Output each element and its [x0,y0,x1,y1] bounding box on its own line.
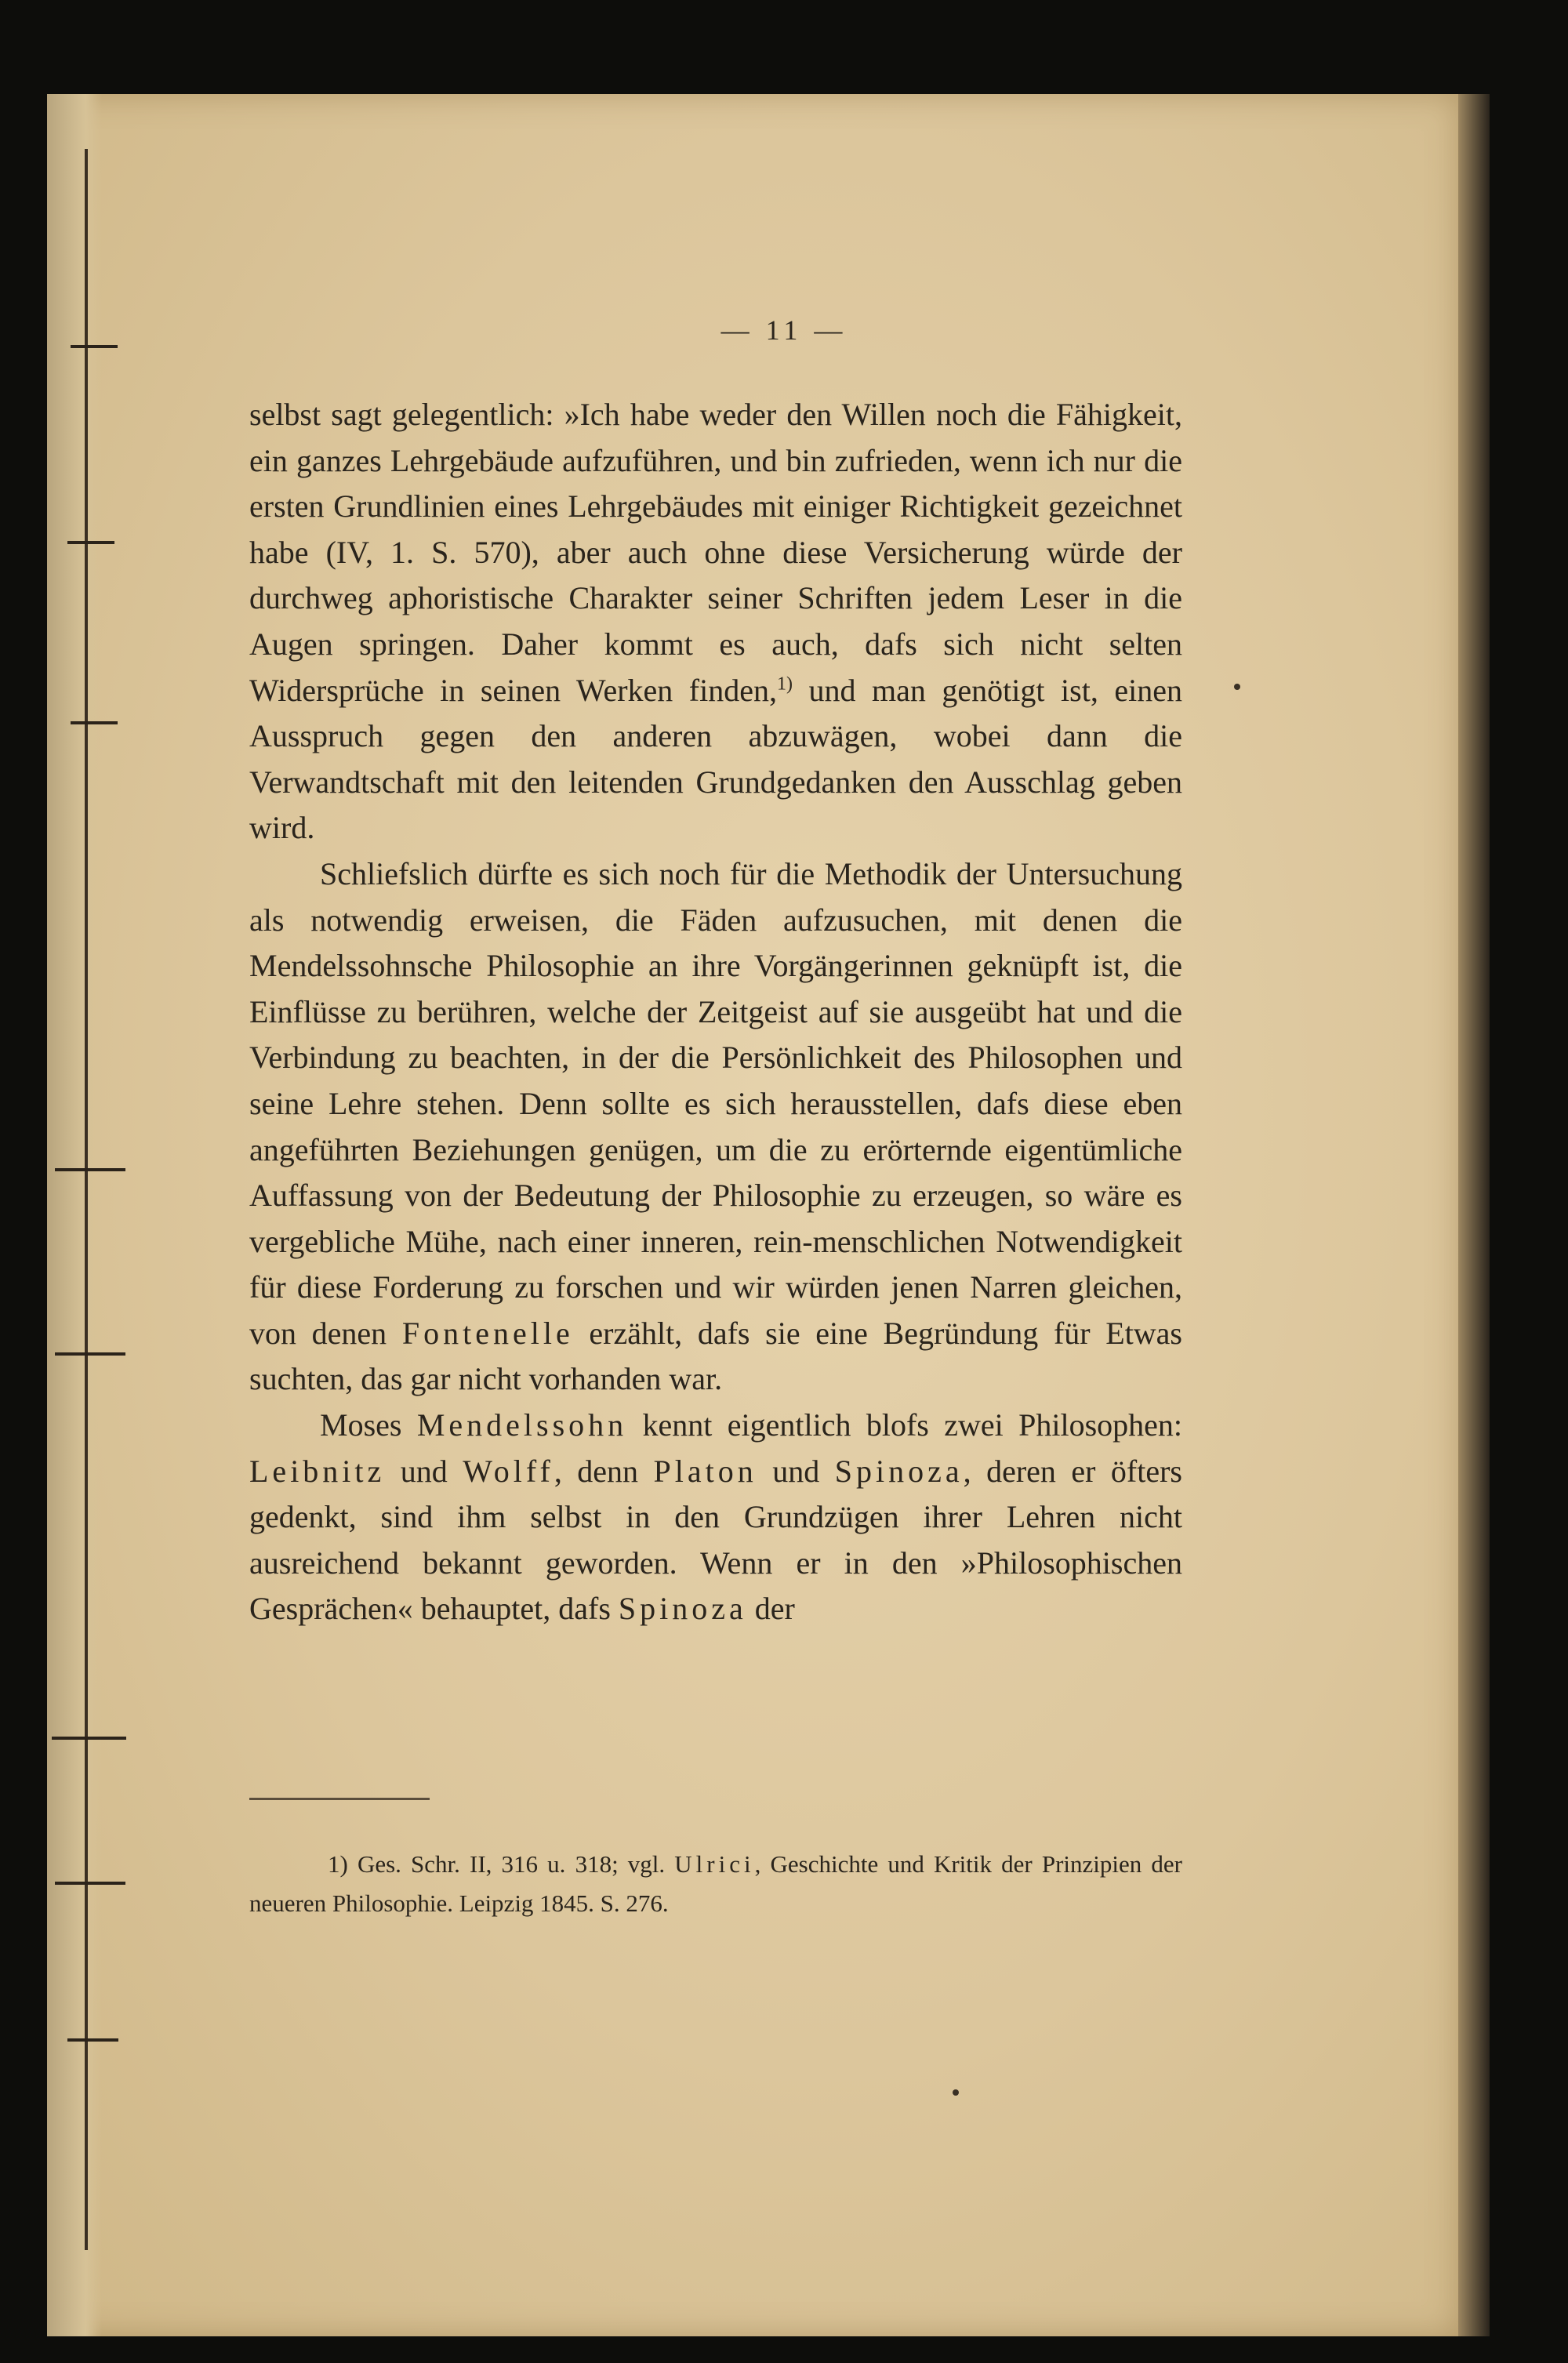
paper-speck [1234,684,1240,690]
spaced-name: Ulrici [674,1850,755,1878]
stitch-mark [55,1352,125,1356]
page-edge-shadow [1458,94,1490,2336]
text-run: und man genötigt ist, einen Ausspruch gegen den anderen abzuwägen, wobei dann die Verwandtschaft mit den leitenden Grundgedanken den Ausschlag geben wird. [249,672,1182,846]
stitch-mark [55,1168,125,1171]
text-run: erzählt, dafs sie eine Begründung für Etwas suchten, das gar nicht vorhanden war. [249,1315,1182,1397]
footnote-marker: 1) [776,673,793,695]
stitch-mark [67,2038,118,2042]
spaced-name: Leibnitz [249,1453,386,1489]
footnote-rule [249,1798,430,1800]
binding-gutter [47,94,102,2336]
text-run: und [757,1453,835,1489]
stitch-mark [55,1882,125,1885]
text-run: Moses [320,1407,417,1443]
spaced-name: Spinoza [618,1591,747,1627]
paragraph [249,1403,1182,1632]
page-number: — 11 — [720,314,848,346]
body-text [249,392,1182,1632]
text-run: kennt eigentlich blofs zwei Philosophen: [627,1407,1183,1443]
text-run: selbst sagt gelegentlich: »Ich habe weder den Willen noch die Fähigkeit, ein ganzes Lehrgebäude aufzuführen, und bin zufrieden, wenn ich nur die ersten Grundlinien eines Lehrgebäudes mit einiger Richtigkeit gezeichnet habe (IV, 1. S. 570), aber auch ohne diese Versicherung würde der durchweg aphoristische Charakter seiner Schriften jedem Leser in die Augen springen. Daher kommt es auch, dafs sich nicht selten Widersprüche in seinen Werken finden, [249,397,1182,708]
stitch-mark [67,541,114,544]
text-run: , deren er öfters gedenkt, sind ihm selbst in den Grundzügen ihrer Lehren nicht ausreichend bekannt geworden. Wenn er in den »Philosophischen Gesprächen« behauptet, dafs [249,1453,1182,1627]
text-run: 1) Ges. Schr. II, 316 u. 318; vgl. [328,1850,675,1878]
paper-speck [953,2089,959,2096]
spaced-name: Mendelssohn [416,1407,628,1443]
text-run: Schliefslich dürfte es sich noch für die Methodik der Untersuchung als notwendig erweisen, die Fäden aufzusuchen, mit denen die Mendelssohnsche Philosophie an ihre Vorgängerinnen geknüpft ist, die Einflüsse zu berühren, welche der Zeitgeist auf sie ausgeübt hat und die Verbindung zu beachten, in der die Persönlichkeit des Philosophen und seine Lehre stehen. Denn sollte es sich herausstellen, dafs diese eben angeführten Beziehungen genügen, um die zu erörternde eigentümliche Auffassung von der Bedeutung der Philosophie zu erzeugen, so wäre es vergebliche Mühe, nach einer inneren, rein-menschlichen Notwendigkeit für diese Forderung zu forschen und wir würden jenen Narren gleichen, von denen [249,855,1182,1351]
spaced-name: Spinoza [834,1453,964,1489]
paragraph [249,392,1182,851]
text-run: , Geschichte und Kritik der Prinzipien der neueren Philosophie. Leipzig 1845. S. 276. [249,1850,1182,1917]
text-run: der [746,1591,795,1627]
text-run: , denn [554,1453,654,1489]
stitch-mark [71,721,118,724]
spaced-name: Platon [653,1453,757,1489]
binding-thread [85,149,88,2250]
stitch-mark [52,1737,126,1740]
spaced-name: Fontenelle [401,1315,574,1351]
footnote [249,1845,1182,1923]
text-run: und [385,1453,463,1489]
spaced-name: Wolff [463,1453,554,1489]
paragraph [249,851,1182,1403]
